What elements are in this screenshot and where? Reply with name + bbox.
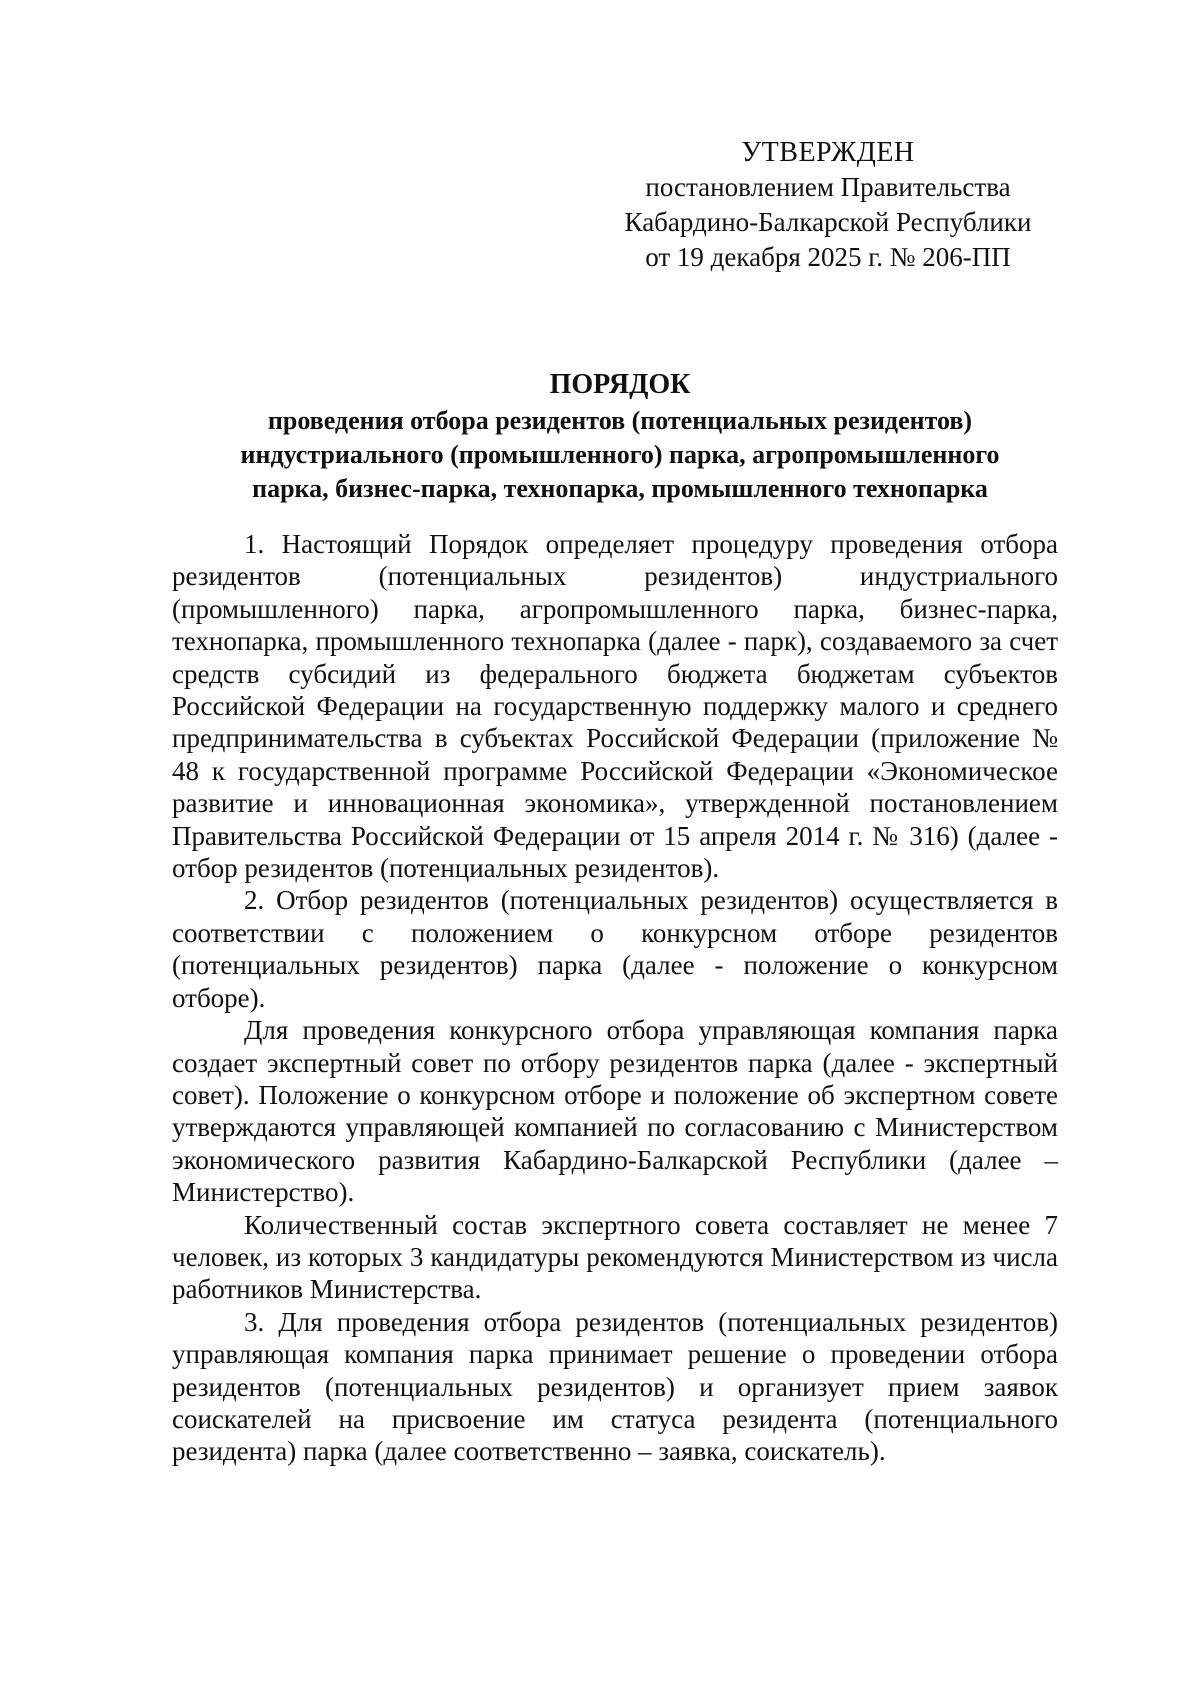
paragraph-5: 3. Для проведения отбора резидентов (потенциальных резидентов) управляющая компания парка принимает решение о проведении отбора резидентов (потенциальных резидентов) и организует прием заявок соискателей на присвоение им статуса резидента (потенциального резидента) парка (далее соответственно – заявка, соискатель).: [172, 1306, 1058, 1467]
paragraph-3: Для проведения конкурсного отбора управляющая компания парка создает экспертный совет по отбору резидентов парка (далее - экспертный совет). Положение о конкурсном отборе и положение об экспертном совете утверждаются управляющей компанией по согласованию с Министерством экономического развития Кабардино-Балкарской Республики (далее – Министерство).: [172, 1015, 1058, 1208]
approval-line-2: Кабардино-Балкарской Республики: [624, 207, 1032, 237]
approval-line-1: постановлением Правительства: [645, 172, 1011, 202]
document-subtitle-line-3: парка, бизнес-парка, технопарка, промышленного технопарка: [252, 474, 988, 503]
document-body: [172, 528, 1058, 1468]
paragraph-1: 1. Настоящий Порядок определяет процедуру проведения отбора резидентов (потенциальных резидентов) индустриального (промышленного) парка, агропромышленного парка, бизнес-парка, технопарка, промышленного технопарка (далее - парк), создаваемого за счет средств субсидий из федерального бюджета бюджетам субъектов Российской Федерации на государственную поддержку малого и среднего предпринимательства в субъектах Российской Федерации (приложение № 48 к государственной программе Российской Федерации «Экономическое развитие и инновационная экономика», утвержденной постановлением Правительства Российской Федерации от 15 апреля 2014 г. № 316) (далее - отбор резидентов (потенциальных резидентов).: [172, 529, 1058, 884]
paragraph-4: Количественный состав экспертного совета составляет не менее 7 человек, из которых 3 кандидатуры рекомендуются Министерством из числа работников Министерства.: [172, 1209, 1058, 1305]
document-subtitle-line-2: индустриального (промышленного) парка, агропромышленного: [240, 440, 1000, 469]
paragraph-2: 2. Отбор резидентов (потенциальных резидентов) осуществляется в соответствии с положением о конкурсном отборе резидентов (потенциальных резидентов) парка (далее - положение о конкурсном отборе).: [172, 885, 1058, 1013]
document-title-block: [170, 368, 1070, 506]
approval-stamp: [598, 135, 1058, 275]
document-subtitle-line-1: проведения отбора резидентов (потенциальных резидентов): [267, 406, 973, 435]
document-title: ПОРЯДОК: [549, 369, 691, 400]
approval-heading: УТВЕРЖДЕН: [741, 137, 915, 168]
approval-line-3: от 19 декабря 2025 г. № 206-ПП: [645, 242, 1011, 272]
